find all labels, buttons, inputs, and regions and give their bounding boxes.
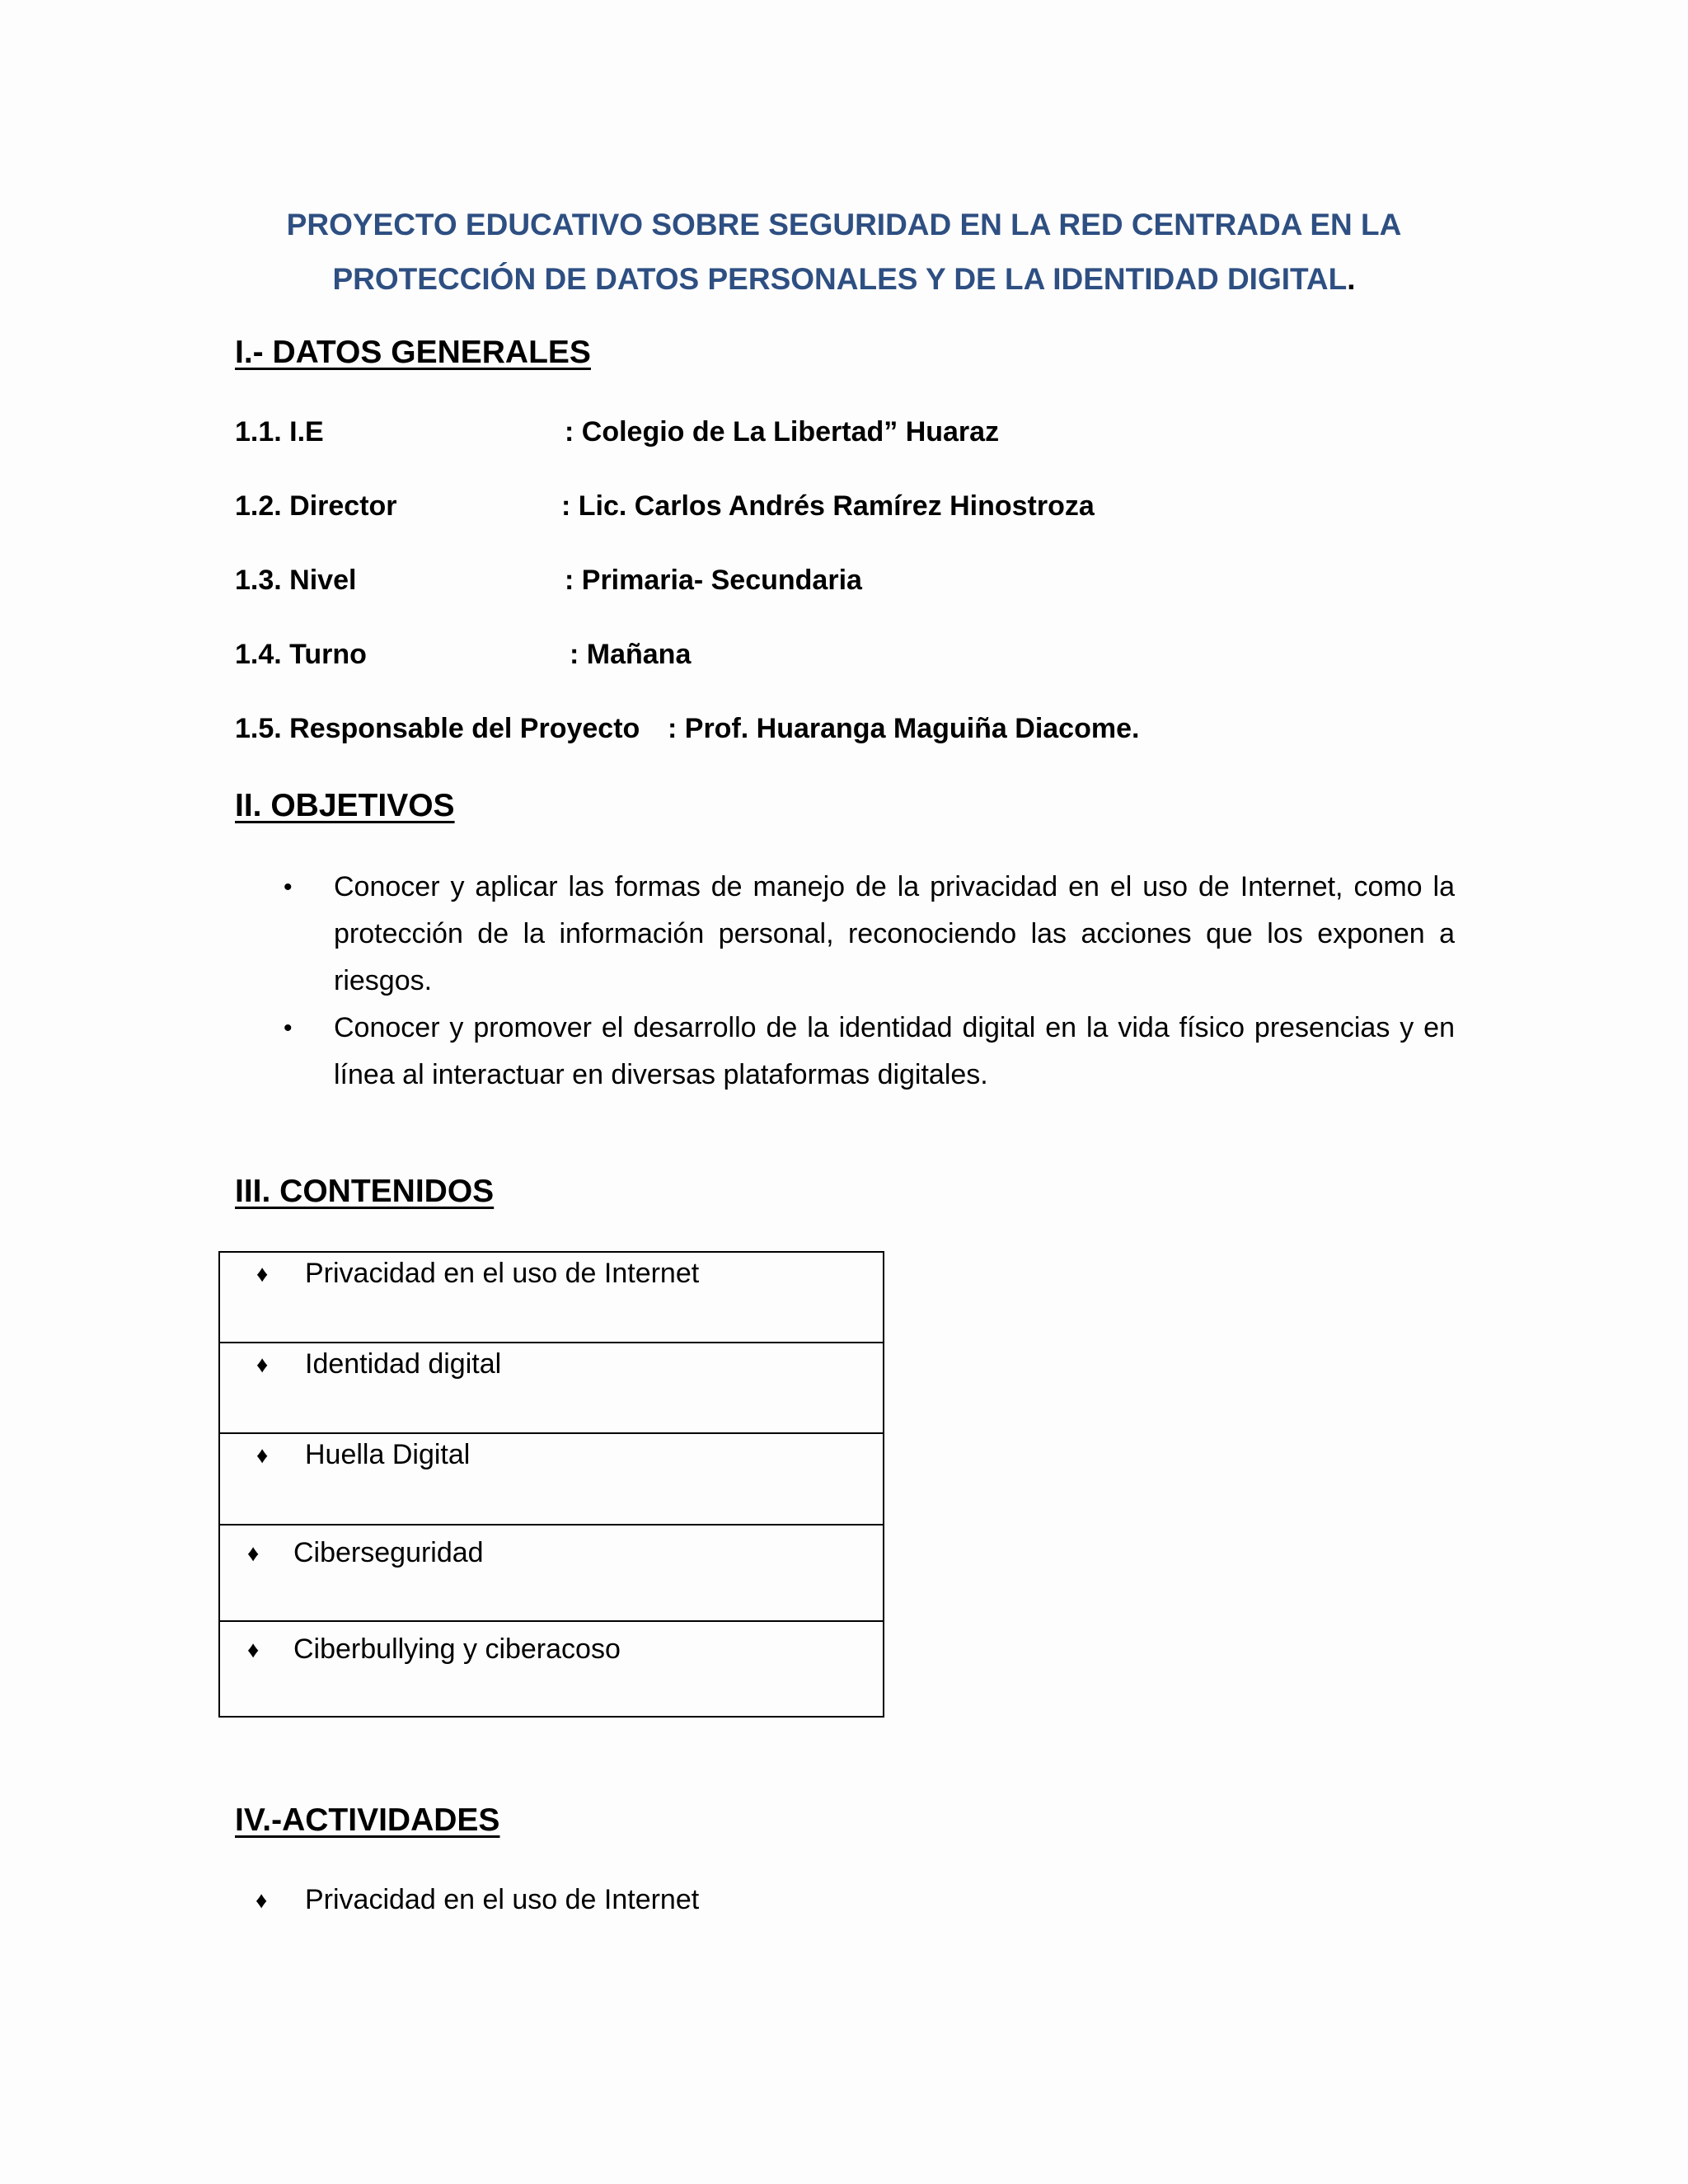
title-period: . [1347, 262, 1356, 296]
content-text: Privacidad en el uso de Internet [305, 1258, 700, 1289]
objectives-list [272, 864, 1455, 1099]
content-text: Huella Digital [305, 1439, 471, 1470]
datos-value: : Mañana [570, 639, 692, 670]
datos-label: 1.1. I.E [235, 416, 324, 448]
table-row [220, 1343, 883, 1434]
section-heading-actividades: IV.-ACTIVIDADES [235, 1802, 500, 1838]
datos-row-turno [235, 639, 692, 671]
datos-label: 1.3. Nivel [235, 565, 357, 596]
table-row [220, 1622, 883, 1716]
document-title [198, 198, 1490, 307]
datos-row-nivel [235, 565, 862, 597]
objective-text: Conocer y promover el desarrollo de la identidad digital en la vida físico presencias y en línea al interactuar en diversas plataformas digitales. [334, 1012, 1455, 1090]
section-heading-contenidos: III. CONTENIDOS [235, 1174, 495, 1209]
datos-row-responsable [235, 713, 1140, 745]
content-text: Ciberseguridad [293, 1537, 484, 1568]
datos-row-ie [235, 416, 1000, 448]
list-item [272, 864, 1455, 1005]
list-item [272, 1005, 1455, 1099]
contents-table [218, 1251, 884, 1718]
bullet-icon: • [284, 1015, 293, 1042]
title-line-1: PROYECTO EDUCATIVO SOBRE SEGURIDAD EN LA RED CENTRADA EN LA [286, 208, 1402, 241]
diamond-bullet-icon: ♦ [247, 1540, 260, 1566]
content-text: Identidad digital [305, 1348, 502, 1380]
datos-value: : Colegio de La Libertad” Huaraz [565, 416, 1000, 448]
table-row [220, 1434, 883, 1526]
title-line-2-text: PROTECCIÓN DE DATOS PERSONALES Y DE LA IDENTIDAD DIGITAL [332, 262, 1348, 296]
datos-value: : Primaria- Secundaria [565, 565, 862, 596]
section-heading-datos-generales: I.- DATOS GENERALES [235, 335, 591, 370]
diamond-bullet-icon: ♦ [247, 1637, 260, 1662]
datos-label: 1.4. Turno [235, 639, 367, 670]
activity-text: Privacidad en el uso de Internet [305, 1884, 700, 1915]
content-text: Ciberbullying y ciberacoso [293, 1633, 621, 1665]
diamond-bullet-icon: ♦ [256, 1887, 268, 1913]
datos-row-director [235, 490, 1095, 523]
table-row [220, 1253, 883, 1343]
section-heading-objetivos: II. OBJETIVOS [235, 788, 455, 823]
datos-label: 1.2. Director [235, 490, 397, 522]
diamond-bullet-icon: ♦ [256, 1352, 269, 1377]
diamond-bullet-icon: ♦ [256, 1442, 269, 1468]
table-row [220, 1526, 883, 1622]
objective-text: Conocer y aplicar las formas de manejo de la privacidad en el uso de Internet, como la protección de la información personal, reconociendo las acciones que los exponen a riesgos. [334, 871, 1455, 996]
datos-value: : Prof. Huaranga Maguiña Diacome. [668, 713, 1140, 744]
diamond-bullet-icon: ♦ [256, 1261, 269, 1286]
datos-value: : Lic. Carlos Andrés Ramírez Hinostroza [561, 490, 1095, 522]
datos-label: 1.5. Responsable del Proyecto [235, 713, 640, 744]
title-line-2 [198, 252, 1490, 307]
bullet-icon: • [284, 874, 293, 901]
